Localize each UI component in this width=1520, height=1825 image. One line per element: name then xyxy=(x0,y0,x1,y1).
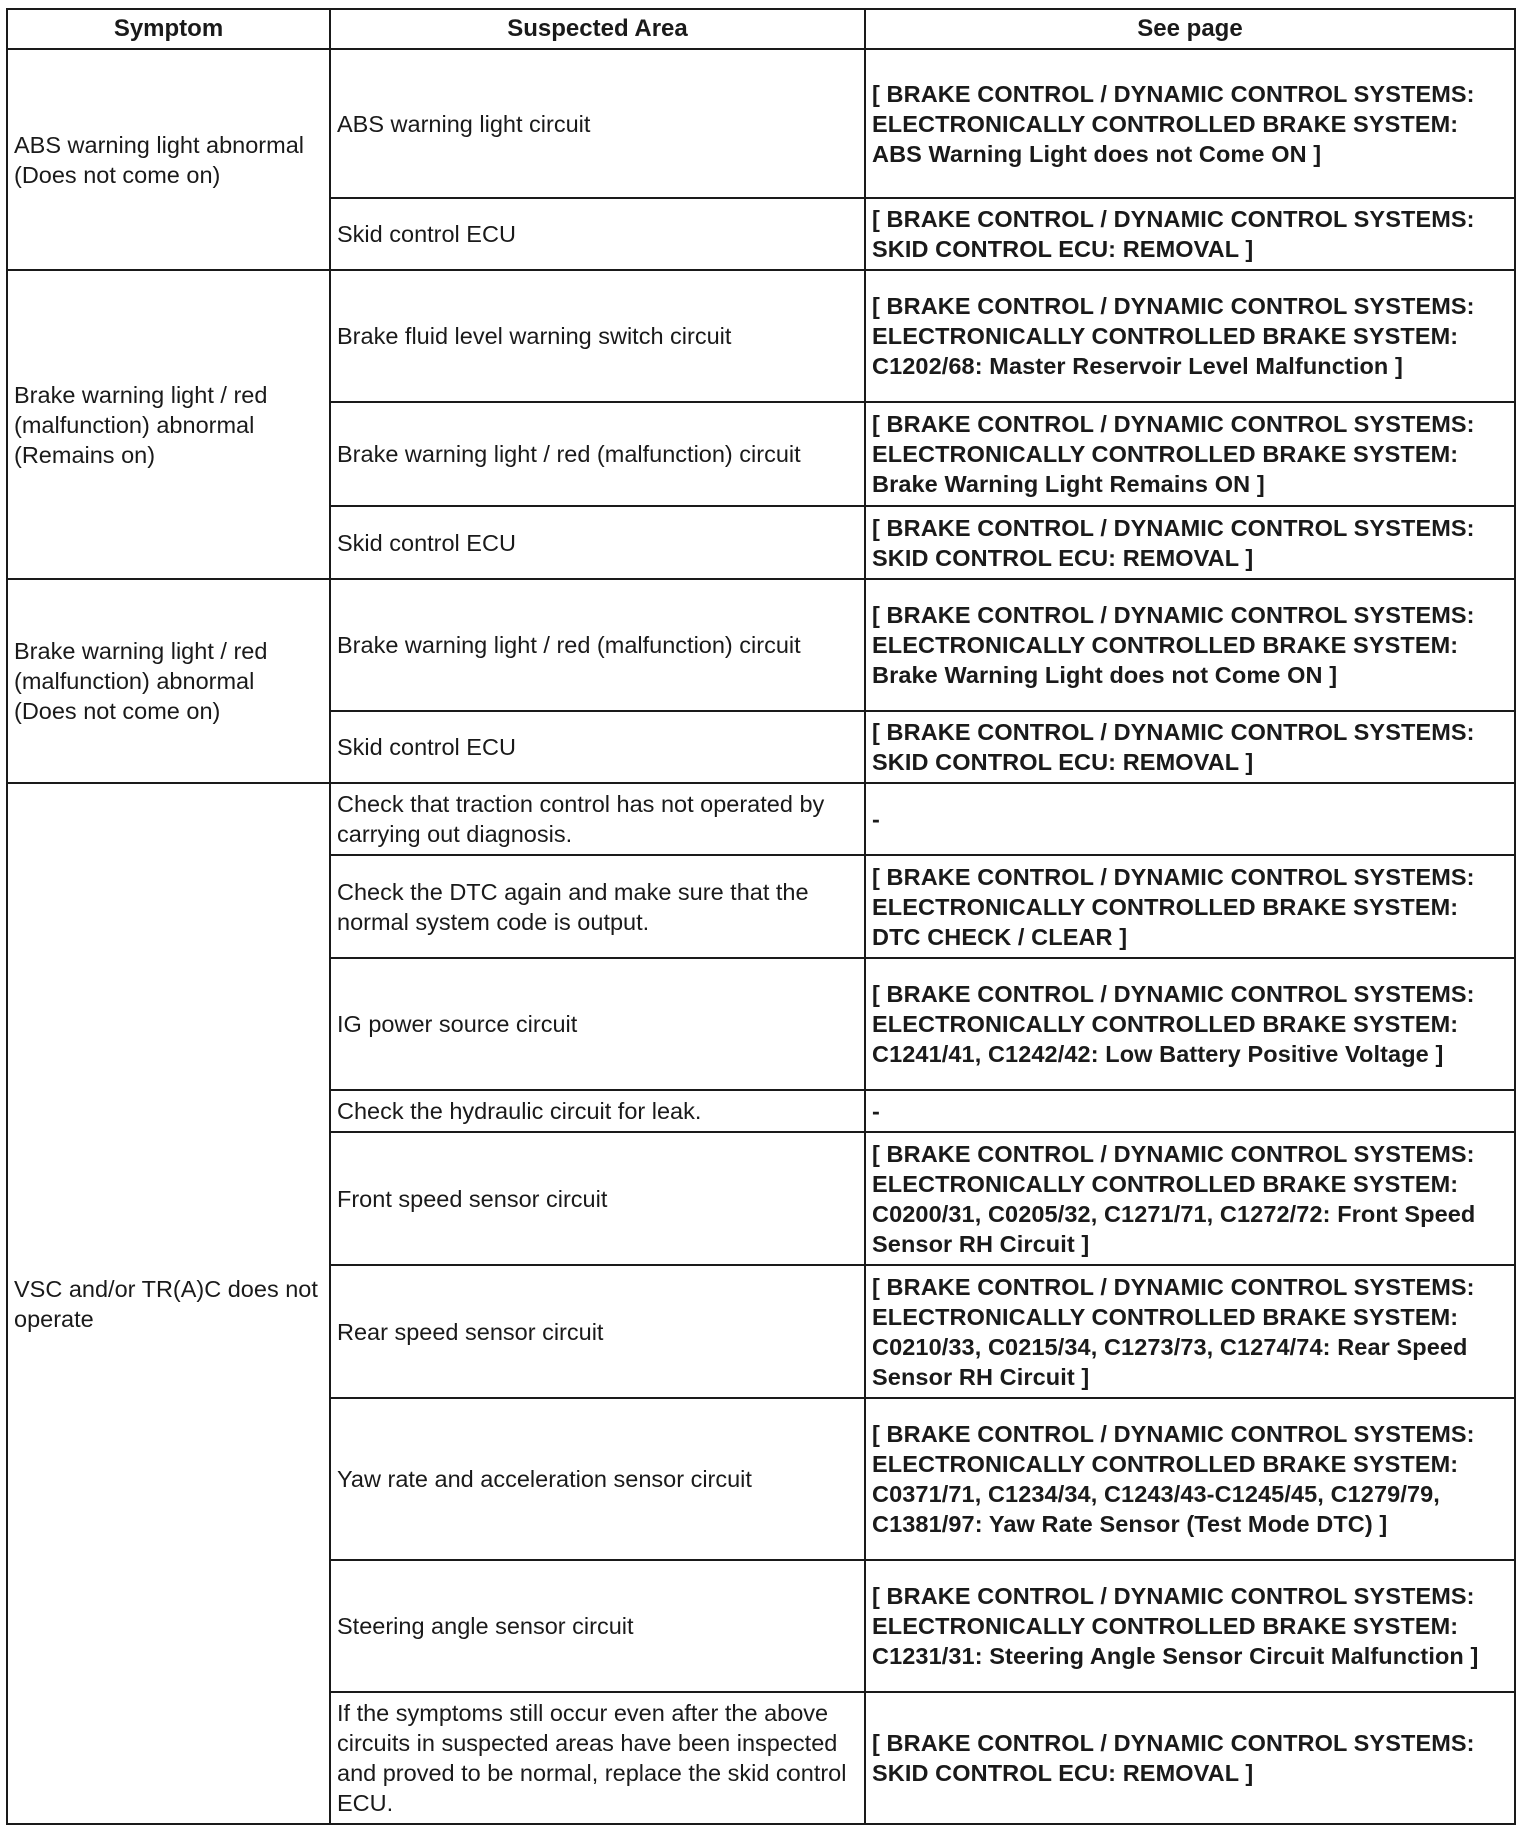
see-page-link[interactable]: [ BRAKE CONTROL / DYNAMIC CONTROL SYSTEMS: SKID CONTROL ECU: REMOVAL ] xyxy=(865,711,1515,783)
see-page-link[interactable]: [ BRAKE CONTROL / DYNAMIC CONTROL SYSTEMS: SKID CONTROL ECU: REMOVAL ] xyxy=(865,1692,1515,1824)
symptom-cell: VSC and/or TR(A)C does not operate xyxy=(7,783,330,1824)
header-suspected-area: Suspected Area xyxy=(330,9,865,49)
see-page-link[interactable]: [ BRAKE CONTROL / DYNAMIC CONTROL SYSTEMS: ELECTRONICALLY CONTROLLED BRAKE SYSTEM: C0371/71, C1234/34, C1243/43-C1245/45, C1279/79, C1381/97: Yaw Rate Sensor (Test Mode DTC) ] xyxy=(865,1398,1515,1560)
table-row xyxy=(7,579,1515,711)
symptom-cell: Brake warning light / red (malfunction) abnormal (Does not come on) xyxy=(7,579,330,783)
see-page-link[interactable]: [ BRAKE CONTROL / DYNAMIC CONTROL SYSTEMS: ELECTRONICALLY CONTROLLED BRAKE SYSTEM: DTC CHECK / CLEAR ] xyxy=(865,855,1515,958)
symptom-cell: Brake warning light / red (malfunction) abnormal (Remains on) xyxy=(7,270,330,579)
problem-symptoms-table xyxy=(6,8,1516,1825)
see-page-link[interactable]: [ BRAKE CONTROL / DYNAMIC CONTROL SYSTEMS: SKID CONTROL ECU: REMOVAL ] xyxy=(865,506,1515,579)
suspected-area-cell: Brake warning light / red (malfunction) circuit xyxy=(330,402,865,506)
header-row xyxy=(7,9,1515,49)
suspected-area-cell: Yaw rate and acceleration sensor circuit xyxy=(330,1398,865,1560)
suspected-area-cell: Steering angle sensor circuit xyxy=(330,1560,865,1692)
suspected-area-cell: ABS warning light circuit xyxy=(330,49,865,198)
see-page-link[interactable]: [ BRAKE CONTROL / DYNAMIC CONTROL SYSTEMS: ELECTRONICALLY CONTROLLED BRAKE SYSTEM: C1202/68: Master Reservoir Level Malfunction ] xyxy=(865,270,1515,402)
suspected-area-cell: Skid control ECU xyxy=(330,711,865,783)
see-page-link[interactable]: [ BRAKE CONTROL / DYNAMIC CONTROL SYSTEMS: ELECTRONICALLY CONTROLLED BRAKE SYSTEM: Brake Warning Light Remains ON ] xyxy=(865,402,1515,506)
suspected-area-cell: Check the hydraulic circuit for leak. xyxy=(330,1090,865,1132)
table-row xyxy=(7,49,1515,198)
see-page-link[interactable]: [ BRAKE CONTROL / DYNAMIC CONTROL SYSTEMS: ELECTRONICALLY CONTROLLED BRAKE SYSTEM: C1241/41, C1242/42: Low Battery Positive Voltage ] xyxy=(865,958,1515,1090)
suspected-area-cell: Rear speed sensor circuit xyxy=(330,1265,865,1398)
suspected-area-cell: If the symptoms still occur even after the above circuits in suspected areas have been inspected and proved to be normal, replace the skid control ECU. xyxy=(330,1692,865,1824)
suspected-area-cell: Front speed sensor circuit xyxy=(330,1132,865,1265)
suspected-area-cell: Brake warning light / red (malfunction) circuit xyxy=(330,579,865,711)
header-see-page: See page xyxy=(865,9,1515,49)
see-page-link[interactable]: [ BRAKE CONTROL / DYNAMIC CONTROL SYSTEMS: SKID CONTROL ECU: REMOVAL ] xyxy=(865,198,1515,270)
table-header xyxy=(7,9,1515,49)
suspected-area-cell: Check the DTC again and make sure that the normal system code is output. xyxy=(330,855,865,958)
table-row xyxy=(7,270,1515,402)
see-page-link[interactable]: [ BRAKE CONTROL / DYNAMIC CONTROL SYSTEMS: ELECTRONICALLY CONTROLLED BRAKE SYSTEM: ABS Warning Light does not Come ON ] xyxy=(865,49,1515,198)
see-page-cell: - xyxy=(865,783,1515,855)
see-page-link[interactable]: [ BRAKE CONTROL / DYNAMIC CONTROL SYSTEMS: ELECTRONICALLY CONTROLLED BRAKE SYSTEM: C0210/33, C0215/34, C1273/73, C1274/74: Rear Speed Sensor RH Circuit ] xyxy=(865,1265,1515,1398)
see-page-link[interactable]: [ BRAKE CONTROL / DYNAMIC CONTROL SYSTEMS: ELECTRONICALLY CONTROLLED BRAKE SYSTEM: Brake Warning Light does not Come ON ] xyxy=(865,579,1515,711)
table-row xyxy=(7,783,1515,855)
header-symptom: Symptom xyxy=(7,9,330,49)
see-page-link[interactable]: [ BRAKE CONTROL / DYNAMIC CONTROL SYSTEMS: ELECTRONICALLY CONTROLLED BRAKE SYSTEM: C1231/31: Steering Angle Sensor Circuit Malfunction ] xyxy=(865,1560,1515,1692)
suspected-area-cell: Skid control ECU xyxy=(330,198,865,270)
table-body xyxy=(7,49,1515,1824)
see-page-cell: - xyxy=(865,1090,1515,1132)
suspected-area-cell: Check that traction control has not operated by carrying out diagnosis. xyxy=(330,783,865,855)
suspected-area-cell: Skid control ECU xyxy=(330,506,865,579)
symptom-cell: ABS warning light abnormal (Does not come on) xyxy=(7,49,330,270)
see-page-link[interactable]: [ BRAKE CONTROL / DYNAMIC CONTROL SYSTEMS: ELECTRONICALLY CONTROLLED BRAKE SYSTEM: C0200/31, C0205/32, C1271/71, C1272/72: Front Speed Sensor RH Circuit ] xyxy=(865,1132,1515,1265)
suspected-area-cell: Brake fluid level warning switch circuit xyxy=(330,270,865,402)
suspected-area-cell: IG power source circuit xyxy=(330,958,865,1090)
